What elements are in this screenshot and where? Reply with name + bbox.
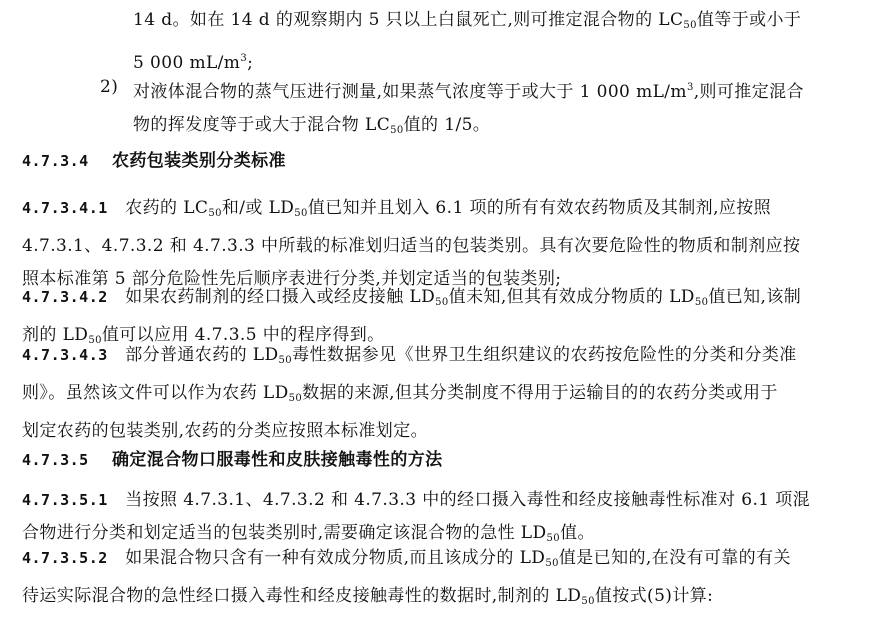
text-line: 合物进行分类和划定适当的包装类别时,需要确定该混合物的急性 $LD_{50}$值。 xyxy=(22,523,595,544)
text-line: 5 000 $mL/m^3$; xyxy=(133,53,254,73)
text-line: 剂的 $LD_{50}$值可以应用 4.7.3.5 中的程序得到。 xyxy=(22,325,385,346)
text-line: 4.7.3.1、4.7.3.2 和 4.7.3.3 中所载的标准划归适当的包装类别。具有次要危险性的物质和制剂应按 xyxy=(22,236,801,256)
text-line: 则》。虽然该文件可以作为农药 $LD_{50}$数据的来源,但其分类制度不得用于运输目的的农药分类或用于 xyxy=(22,383,778,404)
text-line: 4.7.3.5.1 当按照 4.7.3.1、4.7.3.2 和 4.7.3.3 中的经口摄入毒性和经皮接触毒性标准对 6.1 项混 xyxy=(22,490,811,510)
text-line: 4.7.3.4.2 如果农药制剂的经口摄入或经皮接触 $LD_{50}$值未知,但其有效成分物质的 $LD_{50}$值已知,该制 xyxy=(22,287,802,308)
list-item-number: 2) xyxy=(100,77,119,97)
text-line: 待运实际混合物的急性经口摄入毒性和经皮接触毒性的数据时,制剂的 $LD_{50}$值按式(5)计算: xyxy=(22,586,714,607)
list-item-2 xyxy=(133,71,866,147)
section-heading: 4.7.3.4 农药包装类别分类标准 xyxy=(22,151,286,171)
text-line: 4.7.3.4.1 农药的 $LC_{50}$和/或 $LD_{50}$值已知并且划入 6.1 项的所有有效农药物质及其制剂,应按照 xyxy=(22,198,772,219)
section-heading: 4.7.3.5 确定混合物口服毒性和皮肤接触毒性的方法 xyxy=(22,450,443,470)
text-line: 照本标准第 5 部分危险性先后顺序表进行分类,并划定适当的包装类别; xyxy=(22,269,562,289)
text-line: 划定农药的包装类别,农药的分类应按照本标准划定。 xyxy=(22,421,429,441)
text-line: 物的挥发度等于或大于混合物 $LC_{50}$值的 1/5。 xyxy=(133,115,491,136)
text-line: 对液体混合物的蒸气压进行测量,如果蒸气浓度等于或大于 1 000 $mL/m^3$,则可推定混合 xyxy=(133,82,804,102)
text-line: 4.7.3.5.2 如果混合物只含有一种有效成分物质,而且该成分的 $LD_{50}$值是已知的,在没有可靠的有关 xyxy=(22,548,791,569)
list-item-1-tail xyxy=(133,4,866,80)
text-line: 4.7.3.4.3 部分普通农药的 $LD_{50}$毒性数据参见《世界卫生组织建议的农药按危险性的分类和分类准 xyxy=(22,345,797,366)
text-line: 14 d。如在 14 d 的观察期内 5 只以上白鼠死亡,则可推定混合物的 $LC_{50}$值等于或小于 xyxy=(133,10,802,31)
clause-4-7-3-5-2 xyxy=(22,542,866,618)
clause-4-7-3-4-3 xyxy=(22,339,866,448)
